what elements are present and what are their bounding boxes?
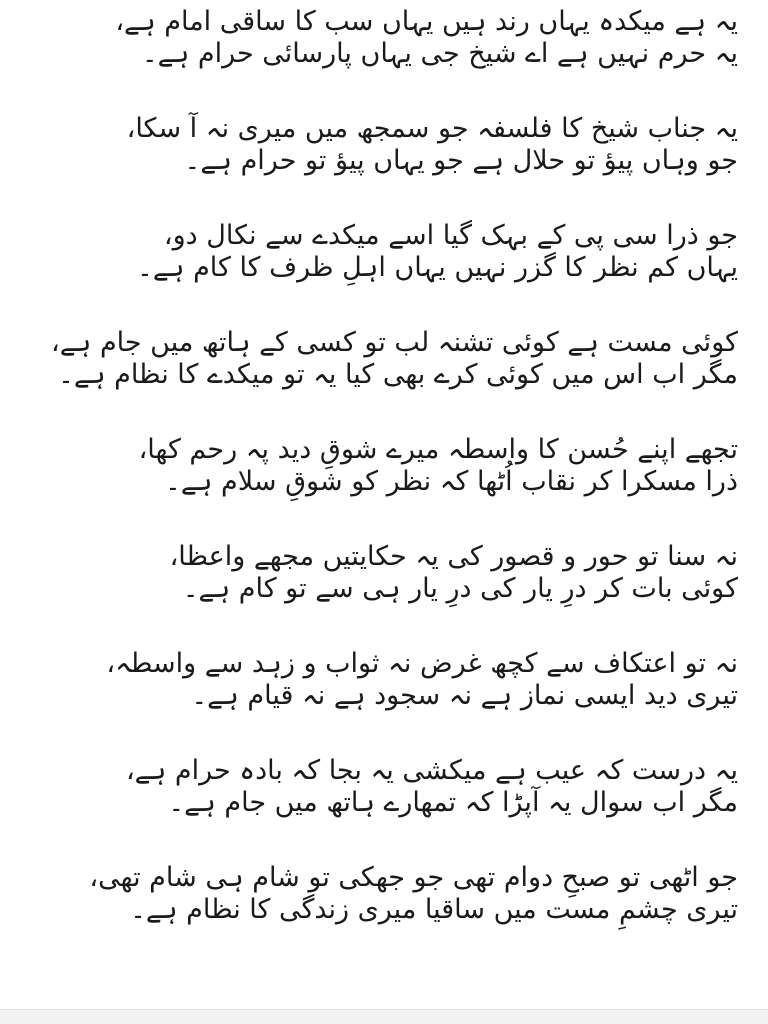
- poem-line: کوئی بات کر درِ یار کی درِ یار ہی سے تو کام ہے۔: [182, 573, 738, 604]
- poem-line: مگر اب سوال یہ آپڑا کہ تمھارے ہاتھ میں جام ہے۔: [168, 787, 738, 818]
- poem-line: جو وہاں پیؤ تو حلال ہے جو یہاں پیؤ تو حرام ہے۔: [184, 145, 738, 176]
- poem-line: یہ درست کہ عیب ہے میکشی یہ بجا کہ بادہ حرام ہے،: [125, 755, 738, 786]
- stanza-9: [36, 862, 738, 926]
- poem-line: کوئی مست ہے کوئی تشنہ لب تو کسی کے ہاتھ میں جام ہے،: [51, 327, 738, 358]
- poem-text: [0, 6, 768, 969]
- poem-line: یہ جناب شیخ کا فلسفہ جو سمجھ میں میری نہ آ سکا،: [126, 113, 738, 144]
- stanza-4: [36, 327, 738, 391]
- poem-line: تیری چشمِ مست میں ساقیا میری زندگی کا نظام ہے۔: [130, 894, 738, 925]
- poem-line: مگر اب اس میں کوئی کرے بھی کیا یہ تو میکدے کا نظام ہے۔: [58, 359, 738, 390]
- poem-line: ذرا مسکرا کر نقاب اُٹھا کہ نظر کو شوقِ سلام ہے۔: [165, 466, 738, 497]
- poem-line: یہ ہے میکدہ یہاں رند ہیں یہاں سب کا ساقی امام ہے،: [115, 6, 738, 37]
- stanza-2: [36, 113, 738, 177]
- poem-line: جو ذرا سی پی کے بہک گیا اسے میکدے سے نکال دو،: [163, 220, 738, 251]
- poem-line: نہ تو اعتکاف سے کچھ غرض نہ ثواب و زہد سے واسطہ،: [106, 648, 738, 679]
- poem-line: یہاں کم نظر کا گزر نہیں یہاں اہلِ ظرف کا کام ہے۔: [137, 252, 738, 283]
- stanza-1: [36, 6, 738, 70]
- bottom-bar: [0, 1009, 768, 1024]
- poem-line: تجھے اپنے حُسن کا واسطہ میرے شوقِ دید پہ رحم کھا،: [138, 434, 738, 465]
- stanza-7: [36, 648, 738, 712]
- poem-line: نہ سنا تو حور و قصور کی یہ حکایتیں مجھے واعظا،: [169, 541, 738, 572]
- stanza-6: [36, 541, 738, 605]
- stanza-3: [36, 220, 738, 284]
- poem-line: جو اٹھی تو صبحِ دوام تھی جو جھکی تو شام ہی شام تھی،: [89, 862, 738, 893]
- stanza-5: [36, 434, 738, 498]
- poem-line: تیری دید ایسی نماز ہے نہ سجود ہے نہ قیام ہے۔: [191, 680, 738, 711]
- poem-line: یہ حرم نہیں ہے اے شیخ جی یہاں پارسائی حرام ہے۔: [141, 38, 738, 69]
- stanza-8: [36, 755, 738, 819]
